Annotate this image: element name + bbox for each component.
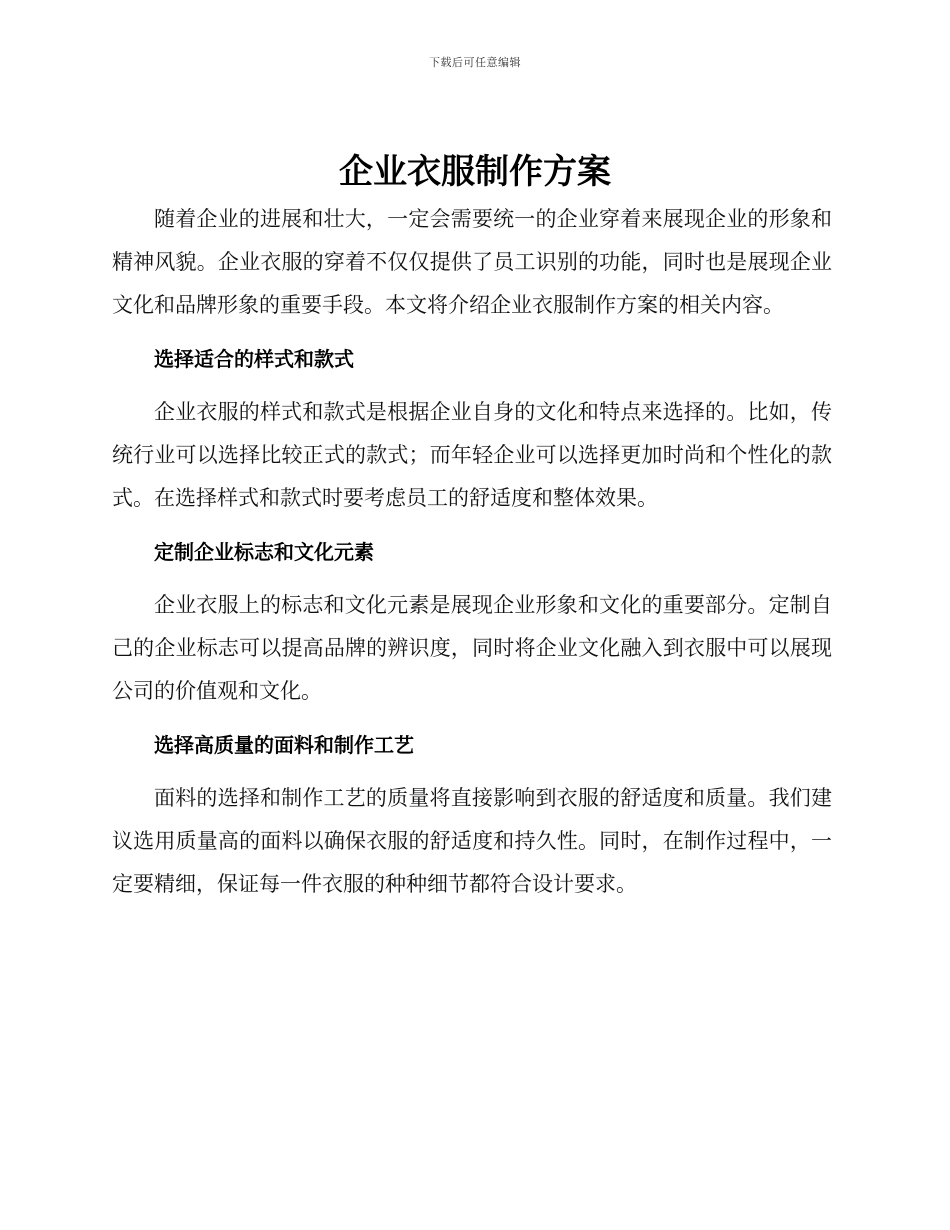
section-body-fabric: 面料的选择和制作工艺的质量将直接影响到衣服的舒适度和质量。我们建议选用质量高的面料以确保衣服的舒适度和持久性。同时，在制作过程中，一定要精细，保证每一件衣服的种种细节都符合设计要求。 <box>112 786 832 896</box>
document-title: 企业衣服制作方案 <box>339 152 611 192</box>
intro-paragraph: 随着企业的进展和壮大，一定会需要统一的企业穿着来展现企业的形象和精神风貌。企业衣服的穿着不仅仅提供了员工识别的功能，同时也是展现企业文化和品牌形象的重要手段。本文将介绍企业衣服制作方案的相关内容。 <box>112 207 832 317</box>
section-heading-fabric: 选择高质量的面料和制作工艺 <box>154 733 414 757</box>
section-heading-style: 选择适合的样式和款式 <box>154 347 354 371</box>
section-body-logo: 企业衣服上的标志和文化元素是展现企业形象和文化的重要部分。定制自己的企业标志可以提高品牌的辨识度，同时将企业文化融入到衣服中可以展现公司的价值观和文化。 <box>112 593 832 703</box>
section-body-style: 企业衣服的样式和款式是根据企业自身的文化和特点来选择的。比如，传统行业可以选择比较正式的款式；而年轻企业可以选择更加时尚和个性化的款式。在选择样式和款式时要考虑员工的舒适度和整体效果。 <box>112 400 832 510</box>
header-note: 下载后可任意编辑 <box>429 56 521 69</box>
document-body <box>112 198 832 906</box>
section-heading-logo: 定制企业标志和文化元素 <box>154 540 374 564</box>
